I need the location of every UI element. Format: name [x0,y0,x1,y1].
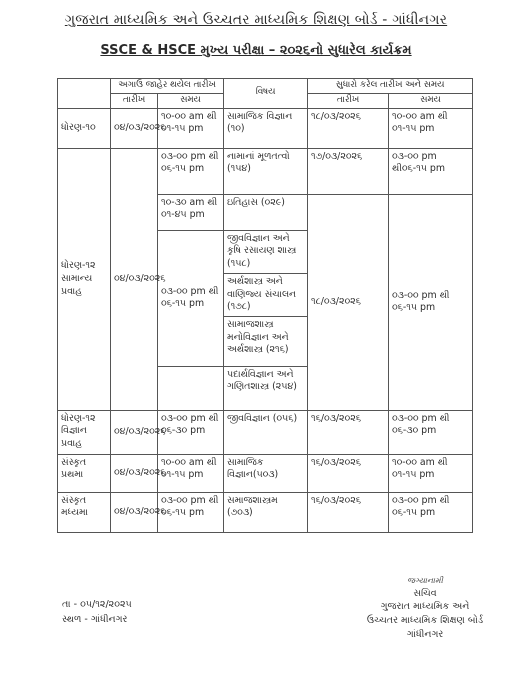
old-date-cell: ૦૪/૦૩/૨૦૨૬ [111,148,158,410]
stream-cell: સંસ્કૃત પ્રથમા [58,454,111,492]
subject-entry: સામાજશાસ્ત્ર મનોવિજ્ઞાન અને અર્થશાસ્ત્ર (૨૧૬) [227,318,289,356]
schedule-subtitle: SSCE & HSCE મુખ્ય પરીક્ષા – ૨૦૨૬નો સુધારેલ કાર્યક્રમ [100,43,412,58]
subject-entry: જીવવિજ્ઞાન અને કૃષિ રસાયણ શાસ્ત્ર (૧૫૮) [224,231,307,274]
old-time-cell: ૧૦-૩૦ am થી ૦૧-૪૫ pm [158,194,224,230]
old-time-cell: ૦૩-૦૦ pm થી ૦૬-૧૫ pm [158,230,224,366]
subject-entry: અર્થશાસ્ત્ર અને વાણિજ્ય સંચાલન (૧૭૮) [224,274,307,317]
new-time-cell: ૧૦-૦૦ am થી ૦૧-૧૫ pm [389,454,473,492]
signatory-city: ગાંધીનગર [406,628,444,640]
new-time-cell: ૦૩-૦૦ pm થી૦૬-૧૫ pm [389,148,473,194]
new-date-header: તારીખ [308,93,389,108]
signature-scribble: જગ્યાનામી [407,576,443,585]
new-date-cell: ૧૭/૦૩/૨૦૨૬ [308,148,389,194]
exam-schedule-table [57,78,473,533]
signature-block [345,575,505,642]
issue-details [62,597,132,627]
stream-cell: ધોરણ-૧૨ વિજ્ઞાન પ્રવાહ [58,410,111,454]
signatory-org-line2: ઉચ્ચતર માધ્યમિક શિક્ષણ બોર્ડ [366,615,484,627]
new-date-cell: ૧૮/૦૩/૨૦૨૬ [308,108,389,148]
new-time-cell: ૦૩-૦૦ pm થી ૦૬-૧૫ pm [389,492,473,532]
stream-cell: ધોરણ-૧૨ સામાન્ય પ્રવાહ [58,148,111,410]
old-time-cell: ૦૩-૦૦ pm થી ૦૬-૩૦ pm [158,410,224,454]
old-time-cell [158,366,224,410]
table-header-row [58,79,473,94]
new-date-cell: ૧૮/૦૩/૨૦૨૬ [308,194,389,410]
subject-cell: નામાનાં મૂળતત્વો (૧૫૪) [224,148,308,194]
subject-cell: પદાર્થવિજ્ઞાન અને ગણિતશાસ્ત્ર (૨૫૪) [224,366,308,410]
new-time-cell: ૦૩-૦૦ pm થી ૦૬-૩૦ pm [389,410,473,454]
subject-header: વિષય [224,79,308,109]
new-time-cell: ૦૩-૦૦ pm થી ૦૬-૧૫ pm [389,194,473,410]
new-date-cell: ૧૬/૦૩/૨૦૨૬ [308,492,389,532]
signatory-title: સચિવ [413,587,437,599]
old-date-cell: ૦૪/૦૩/૨૦૨૬ [111,454,158,492]
signatory-org-line1: ગુજરાત માધ્યમિક અને [380,601,470,613]
new-schedule-header: સુધારો કરેલ તારીખ અને સમય [308,79,473,94]
old-date-cell: ૦૪/૦૩/૨૦૨૬ [111,492,158,532]
old-time-cell: ૦૩-૦૦ pm થી ૦૬-૧૫ pm [158,492,224,532]
table-row [58,492,473,532]
board-title: ગુજરાત માધ્યમિક અને ઉચ્ચતર માધ્યમિક શિક્ષણ બોર્ડ - ગાંધીનગર [64,12,448,28]
new-date-cell: ૧૬/૦૩/૨૦૨૬ [308,410,389,454]
old-time-cell: ૧૦-૦૦ am થી ૦૧-૧૫ pm [158,454,224,492]
old-schedule-header: અગાઉ જાહેર થયેલ તારીખ [111,79,224,94]
subject-cell: ઇતિહાસ (૦૨૯) [224,194,308,230]
old-time-cell: ૧૦-૦૦ am થી ૦૧-૧૫ pm [158,108,224,148]
old-date-header: તારીખ [111,93,158,108]
subject-cell: સમાજશાસ્ત્રમ (૭૦૩) [224,492,308,532]
subject-cell: સામાજિક વિજ્ઞાન (૧૦) [224,108,308,148]
table-row [58,148,473,194]
new-time-cell: ૧૦-૦૦ am થી ૦૧-૧૫ pm [389,108,473,148]
stream-header [58,79,111,109]
subject-cell: જીવવિજ્ઞાન (૦૫૬) [224,410,308,454]
table-row [58,108,473,148]
table-row [58,410,473,454]
old-time-header: સમય [158,93,224,108]
new-date-cell: ૧૬/૦૩/૨૦૨૬ [308,454,389,492]
table-row [58,454,473,492]
stream-cell: ધોરણ-૧૦ [58,108,111,148]
old-time-cell: ૦૩-૦૦ pm થી ૦૬-૧૫ pm [158,148,224,194]
stream-cell: સંસ્કૃત મધ્યમા [58,492,111,532]
new-time-header: સમય [389,93,473,108]
subject-cell: સામાજિક વિજ્ઞાન(૫૦૩) [224,454,308,492]
old-date-cell: ૦૪/૦૩/૨૦૨૬ [111,108,158,148]
issue-place: સ્થળ - ગાંધીનગર [62,614,128,626]
issue-date: તા - ૦૫/૧૨/૨૦૨૫ [62,599,132,610]
old-date-cell: ૦૪/૦૩/૨૦૨૬ [111,410,158,454]
subject-cell [224,230,308,366]
